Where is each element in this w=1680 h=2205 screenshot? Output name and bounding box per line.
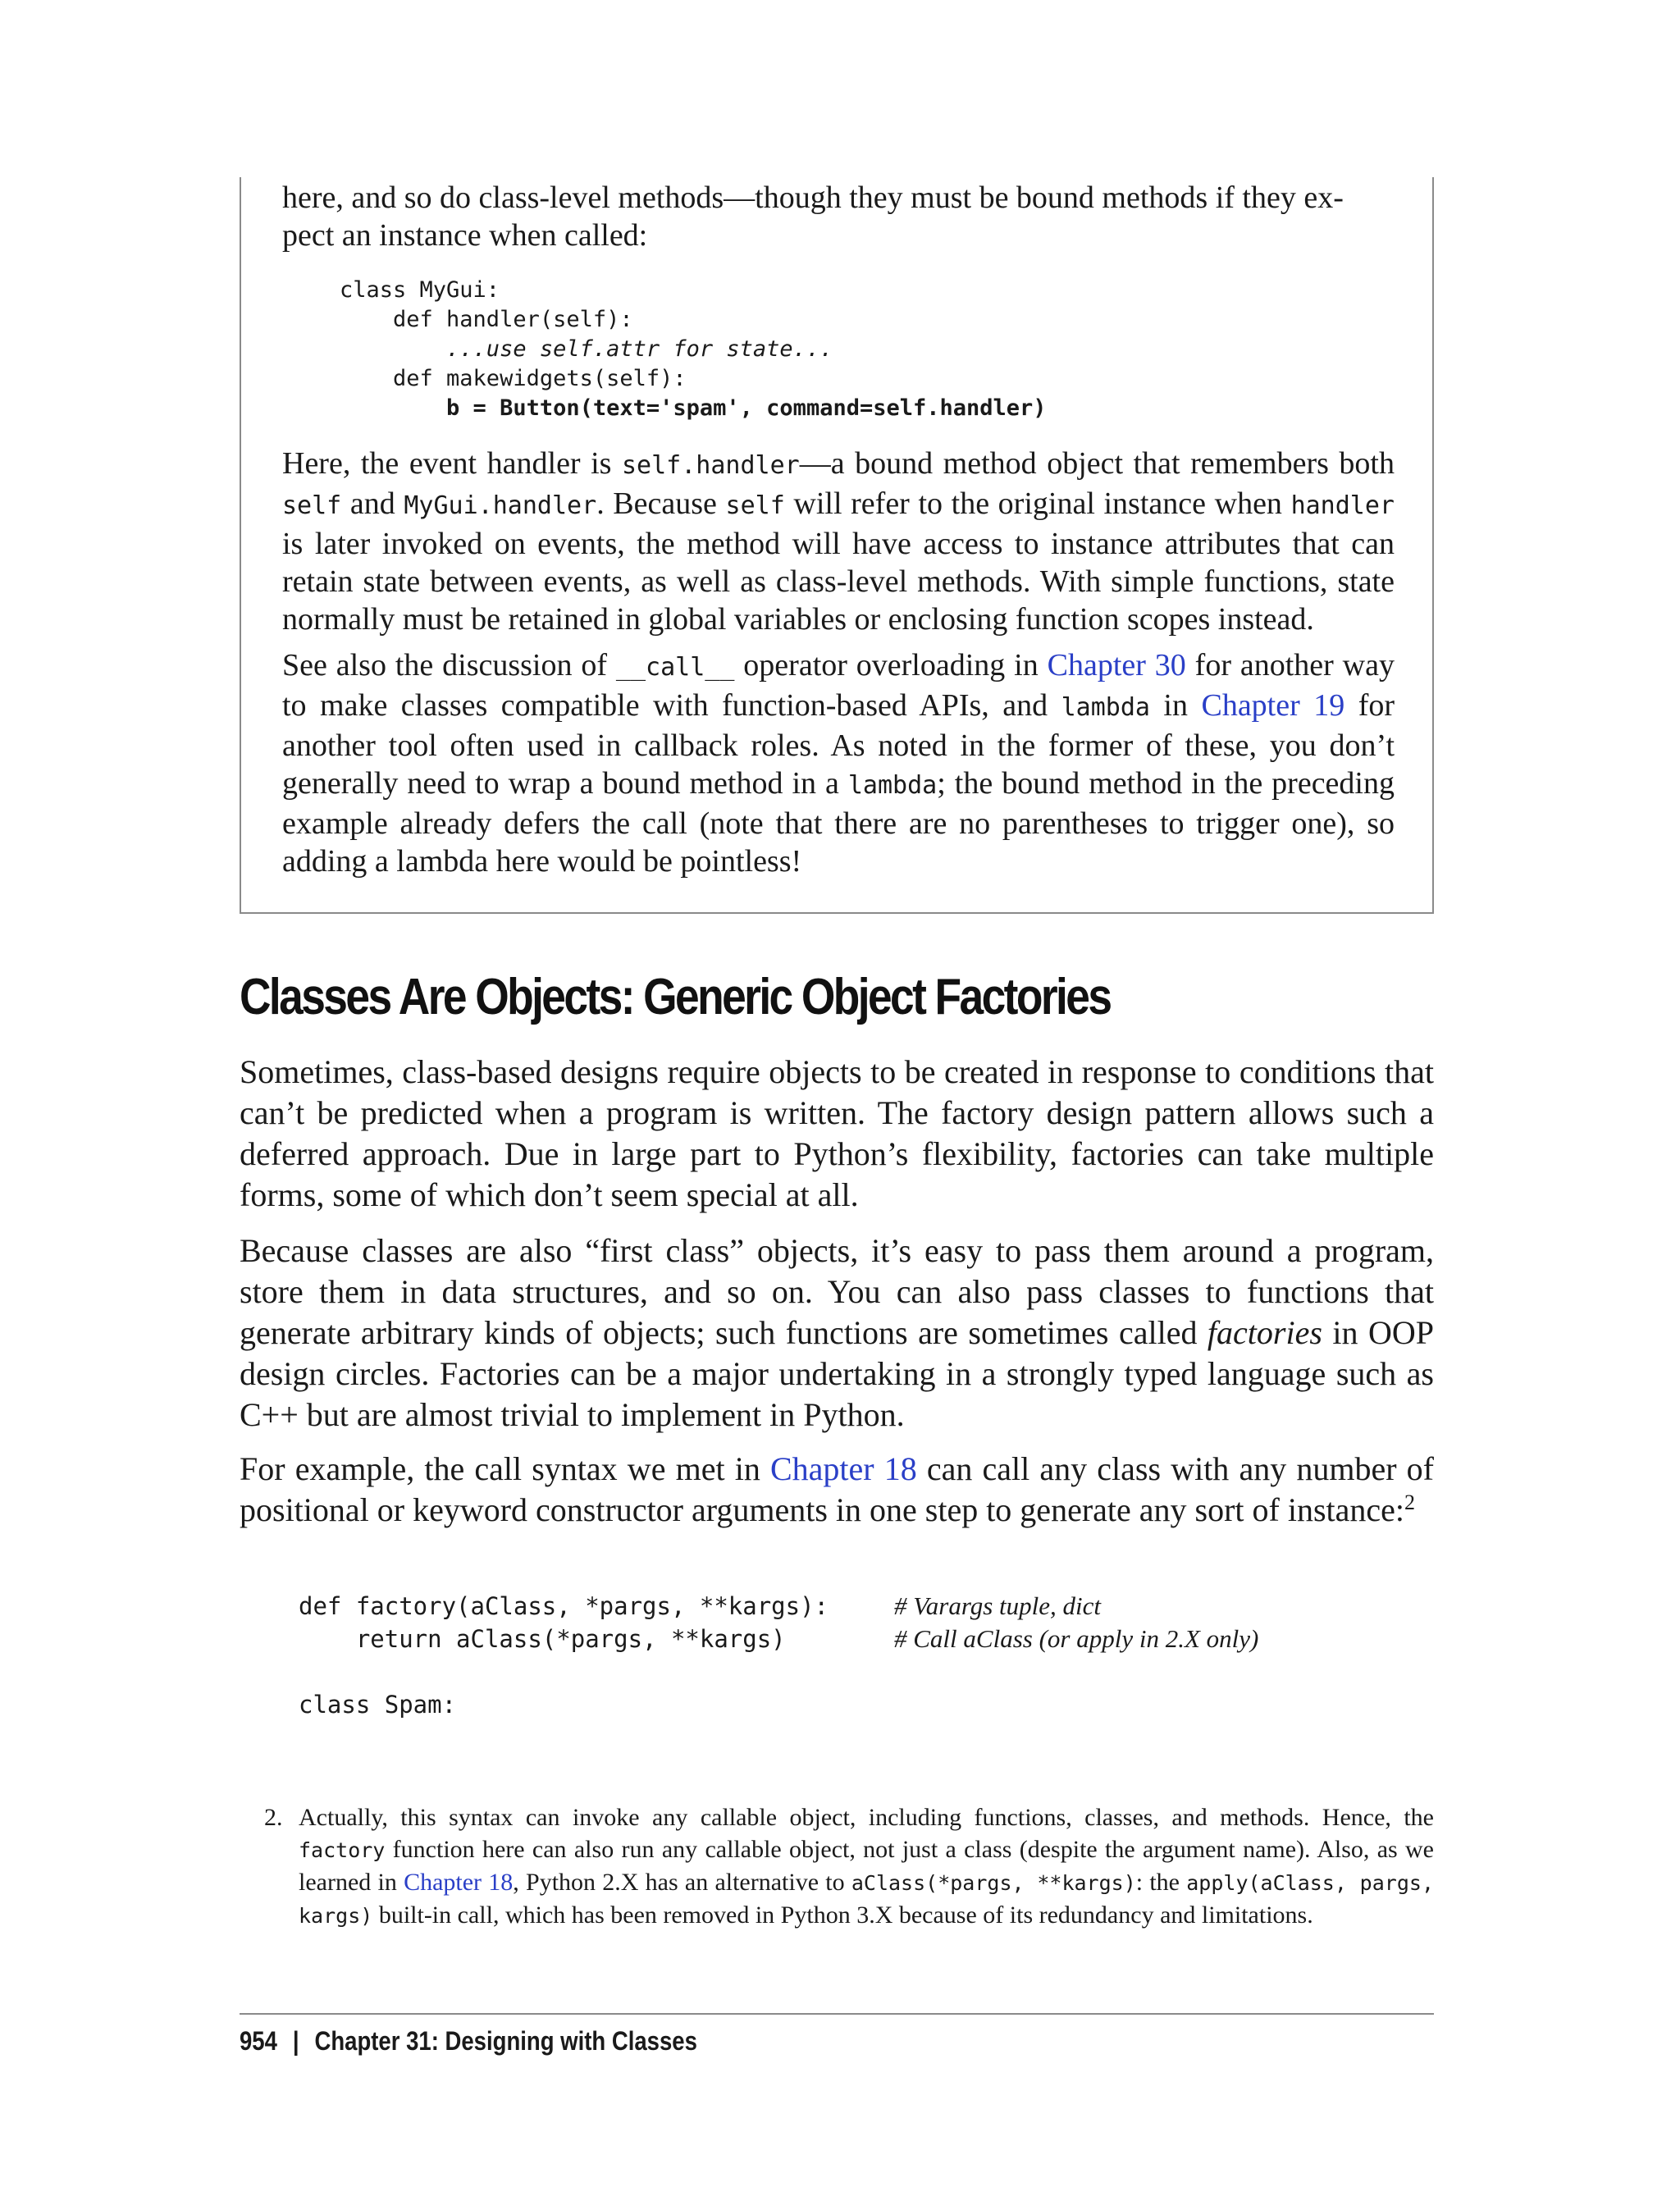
inline-code: self [725, 491, 785, 520]
body-para2 [240, 1230, 1434, 1436]
inline-code: self.handler [622, 451, 800, 480]
link-chapter-18-footnote[interactable]: Chapter 18 [404, 1869, 514, 1896]
body-para1-text: Sometimes, class-based designs require objects to be created in response to conditions that can’t be predicted when a program is written. The factory design pattern allows such a deferred approach. Due in large part to Python’s flexibility, factories can take multiple forms, some of which don’t seem special at all. [240, 1053, 1434, 1213]
sidebar-para1-line1: here, and so do class-level methods—though they must be bound methods if they ex- [282, 180, 1344, 215]
text: function here can also run any callable object, not just a class (despite the argument name). Also, as we learned in [299, 1836, 1434, 1896]
sidebar-para2-text [282, 445, 1395, 638]
code-line: class Spam: [299, 1691, 457, 1719]
code-comment: # Varargs tuple, dict [894, 1591, 1102, 1620]
code-line: def handler(self): [340, 307, 633, 332]
inline-code: lambda [847, 771, 938, 800]
footer-rule [240, 2013, 1434, 2015]
text: will refer to the original instance when [784, 486, 1291, 521]
text: Actually, this syntax can invoke any callable object, including functions, classes, and methods. Hence, the [299, 1804, 1434, 1831]
inline-code: MyGui.handler [404, 491, 597, 520]
sidebar-para2 [282, 445, 1395, 638]
text: Here, the event handler is [282, 446, 622, 481]
code-line: def factory(aClass, *pargs, **kargs): [299, 1592, 829, 1620]
text: operator overloading in [734, 648, 1048, 682]
link-chapter-18[interactable]: Chapter 18 [769, 1450, 917, 1487]
inline-code: aClass(*pargs, **kargs) [851, 1871, 1136, 1895]
sidebar-para1-line2: pect an instance when called: [282, 218, 648, 253]
sidebar-para3-text [282, 646, 1395, 880]
text: : the [1135, 1869, 1187, 1896]
code-line: class MyGui: [340, 277, 500, 303]
text: in OOP design circles. Factories can be a major undertaking in a strongly typed language such as C++ but are almost trivial to implement in Python. [240, 1314, 1434, 1433]
page-number: 954 [240, 2026, 277, 2056]
footnote [266, 1801, 1434, 1932]
inline-code: __call__ [615, 653, 735, 682]
text: , Python 2.X has an alternative to [513, 1869, 851, 1896]
footnote-number: 2. [264, 1804, 283, 1831]
code-line: return aClass(*pargs, **kargs) [299, 1625, 786, 1653]
chapter-title: Chapter 31: Designing with Classes [314, 2026, 697, 2056]
text: built-in call, which has been removed in Python 3.X because of its redundancy and limitations. [372, 1901, 1313, 1929]
code-comment: # Call aClass (or apply in 2.X only) [894, 1624, 1259, 1653]
code-line: def makewidgets(self): [340, 366, 687, 391]
text: for another tool often used in callback roles. As noted in the former of these, you don’t generally need to wrap a bound method in a [282, 688, 1395, 801]
page-footer [240, 2026, 697, 2057]
code-line: ...use self.attr for state... [340, 336, 833, 362]
text: ; the bound method in the preceding example already defers the call (note that there are no parentheses to trigger one), so adding a lambda here would be pointless! [282, 766, 1395, 879]
footnote-ref[interactable]: 2 [1404, 1491, 1415, 1514]
sidebar-para3 [282, 646, 1395, 880]
text: See also the discussion of [282, 648, 616, 682]
text: Because classes are also “first class” objects, it’s easy to pass them around a program, store them in data structures, and so on. You can also pass classes to functions that generate arbitrary kinds of objects; such functions are sometimes called [240, 1232, 1434, 1351]
inline-code: apply(aClass, pargs, kargs) [299, 1871, 1434, 1928]
link-chapter-19[interactable]: Chapter 19 [1201, 688, 1345, 723]
text: For example, the call syntax we met in [240, 1450, 770, 1487]
inline-code: factory [299, 1838, 386, 1862]
body-para3 [240, 1449, 1434, 1531]
sidebar-code-block [340, 276, 1047, 423]
body-para3-text [240, 1449, 1434, 1531]
link-chapter-30[interactable]: Chapter 30 [1047, 648, 1186, 682]
body-para1 [240, 1052, 1434, 1216]
code-line: b = Button(text='spam', command=self.handler) [340, 395, 1047, 421]
sidebar-box [240, 177, 1434, 914]
inline-code: handler [1290, 491, 1395, 520]
inline-code: lambda [1061, 693, 1150, 722]
text: is later invoked on events, the method will have access to instance attributes that can retain state between events, as well as class-level methods. With simple functions, state normally must be retained in global variables or enclosing function scopes instead. [282, 527, 1395, 637]
text: . Because [596, 486, 726, 521]
inline-code: self [282, 491, 342, 520]
section-title: Classes Are Objects: Generic Object Factories [240, 969, 1111, 1025]
text: for another way to make classes compatible with function-based APIs, and [282, 648, 1395, 723]
text: in [1149, 688, 1202, 723]
footnote-text [299, 1801, 1434, 1932]
emphasis: factories [1207, 1314, 1322, 1351]
body-para2-text [240, 1230, 1434, 1436]
footer-separator: | [292, 2026, 299, 2056]
text: —a bound method object that remembers both [799, 446, 1395, 481]
text: can call any class with any number of positional or keyword constructor arguments in one step to generate any sort of instance: [240, 1450, 1434, 1528]
text: and [341, 486, 404, 521]
sidebar-intro [282, 179, 1395, 254]
